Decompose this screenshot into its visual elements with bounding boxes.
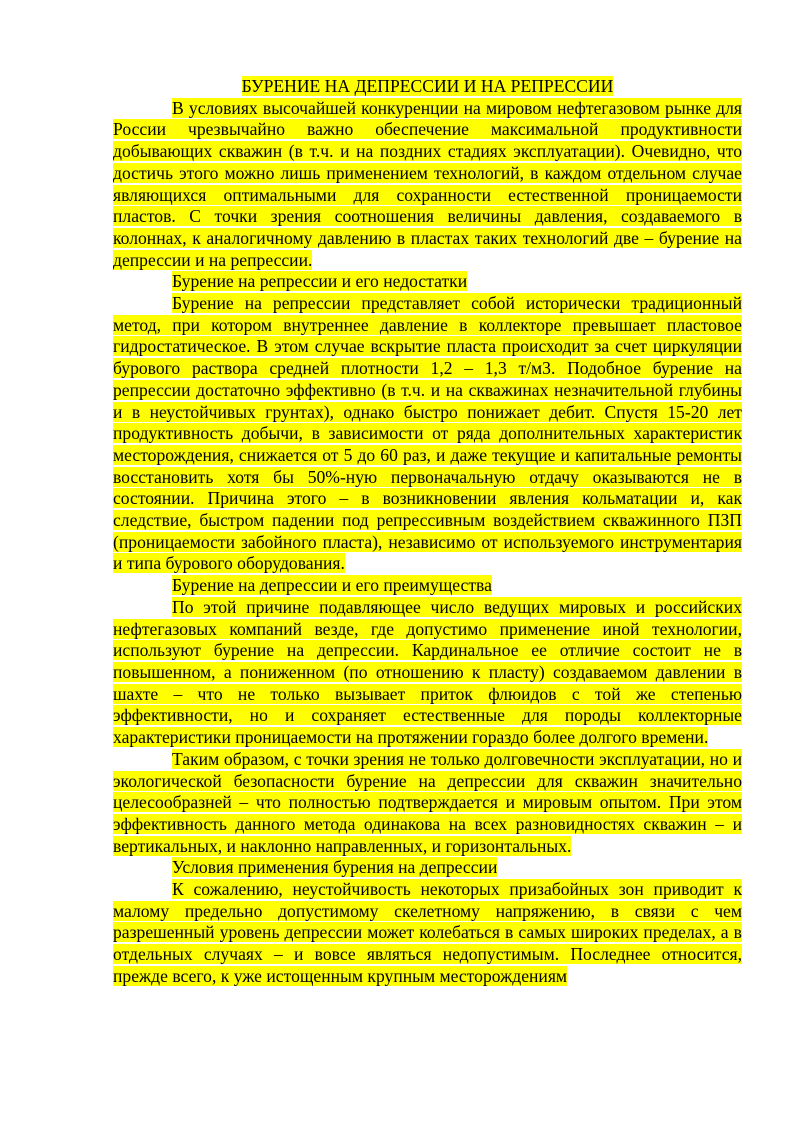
depression-paragraph-1: По этой причине подавляющее число ведущих мировых и российских нефтегазовых компаний везде, где допустимо применение иной технологии, используют бурение на депрессии. Кардинальное ее отличие состоит не в повышенном, а пониженном (по отношению к пласту) создаваемом давлении в шахте – что не только вызывает приток флюидов с той же степенью эффективности, но и сохраняет естественные для породы коллекторные характеристики проницаемости на протяжении гораздо более долгого времени. [113, 596, 742, 748]
document-page [113, 76, 742, 988]
intro-paragraph: В условиях высочайшей конкуренции на мировом нефтегазовом рынке для России чрезвычайно важно обеспечение максимальной продуктивности добывающих скважин (в т.ч. и на поздних стадиях эксплуатации). Очевидно, что достичь этого можно лишь применением технологий, в каждом отдельном случае являющихся оптимальными для сохранности естественной проницаемости пластов. С точки зрения соотношения величины давления, создаваемого в колоннах, к аналогичному давлению в пластах таких технологий две – бурение на депрессии и на репрессии. [113, 97, 742, 270]
section-heading-depression: Бурение на депрессии и его преимущества [172, 575, 492, 596]
section-heading-repression: Бурение на репрессии и его недостатки [172, 271, 468, 292]
depression-paragraph-2: Таким образом, с точки зрения не только долговечности эксплуатации, но и экологической безопасности бурение на депрессии для скважин значительно целесообразней – что полностью подтверждается и мировым опытом. При этом эффективность данного метода одинакова на всех разновидностях скважин – и вертикальных, и наклонно направленных, и горизонтальных. [113, 748, 742, 856]
document-title: БУРЕНИЕ НА ДЕПРЕССИИ И НА РЕПРЕССИИ [241, 76, 614, 96]
repression-paragraph: Бурение на репрессии представляет собой исторически традиционный метод, при котором внутреннее давление в коллекторе превышает пластовое гидростатическое. В этом случае вскрытие пласта происходит за счет циркуляции бурового раствора средней плотности 1,2 – 1,3 т/м3. Подобное бурение на репрессии достаточно эффективно (в т.ч. и на скважинах незначительной глубины и в неустойчивых грунтах), однако быстро понижает дебит. Спустя 15-20 лет продуктивность добычи, в зависимости от ряда дополнительных характеристик месторождения, снижается от 5 до 60 раз, и даже текущие и капитальные ремонты восстановить хотя бы 50%-ную первоначальную отдачу оказываются не в состоянии. Причина этого – в возникновении явления кольматации и, как следствие, быстром падении под репрессивным воздействием скважинного ПЗП (проницаемости забойного пласта), независимо от используемого инструментария и типа бурового оборудования. [113, 293, 742, 574]
conditions-paragraph: К сожалению, неустойчивость некоторых призабойных зон приводит к малому предельно допустимому скелетному напряжению, в связи с чем разрешенный уровень депрессии может колебаться в самых широких пределах, а в отдельных случаях – и вовсе являться недопустимым. Последнее относится, прежде всего, к уже истощенным крупным месторождениям [113, 879, 742, 986]
section-heading-conditions: Условия применения бурения на депрессии [172, 857, 498, 878]
